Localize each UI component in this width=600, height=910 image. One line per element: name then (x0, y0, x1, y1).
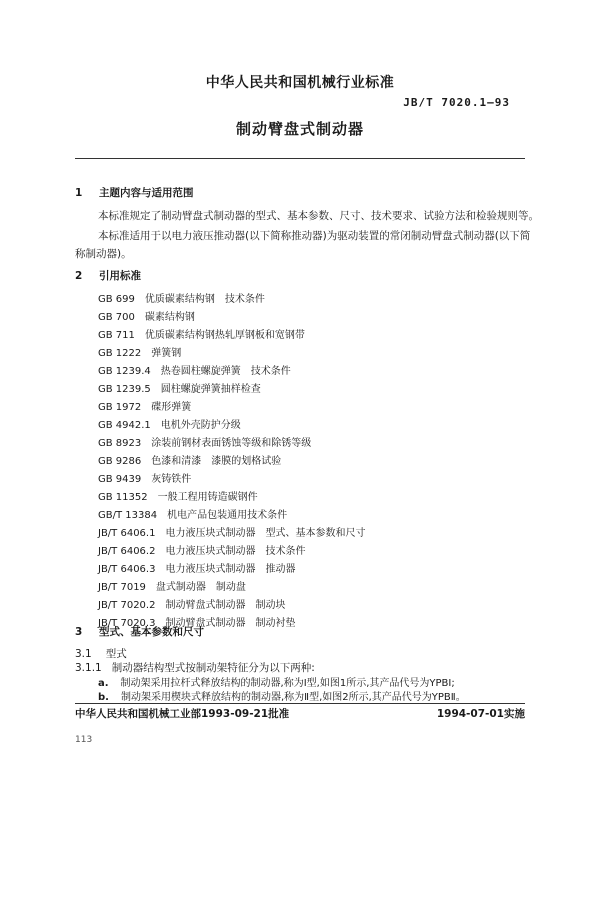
reference-item (98, 596, 285, 611)
footer-divider (75, 703, 525, 704)
reference-code: GB/T 13384 (98, 510, 158, 521)
section-1-para-2-line-2: 称制动器)。 (75, 248, 132, 260)
reference-code: JB/T 7020.2 (98, 600, 156, 611)
reference-item (98, 560, 295, 575)
section-3-title: 型式、基本参数和尺寸 (99, 626, 204, 638)
clause-3-1-1 (75, 660, 315, 675)
reference-code: GB 11352 (98, 492, 148, 503)
section-3-number: 3 (75, 626, 83, 638)
reference-code: GB 1239.5 (98, 384, 151, 395)
reference-name: 制动臂盘式制动器 制动衬垫 (165, 618, 296, 629)
reference-code: GB 1972 (98, 402, 142, 413)
reference-item (98, 542, 305, 557)
standard-number: JB/T 7020.1—93 (403, 96, 510, 109)
reference-code: GB 711 (98, 330, 135, 341)
reference-name: 热卷圆柱螺旋弹簧 技术条件 (160, 366, 291, 377)
section-2-title: 引用标准 (99, 270, 141, 282)
reference-item (98, 380, 261, 395)
reference-code: GB 8923 (98, 438, 142, 449)
reference-code: GB 700 (98, 312, 135, 323)
reference-code: GB 9286 (98, 456, 142, 467)
reference-item (98, 416, 241, 431)
reference-name: 电机外壳防护分级 (160, 420, 241, 431)
reference-code: GB 4942.1 (98, 420, 151, 431)
clause-3-1-1-text: 制动器结构型式按制动架特征分为以下两种: (111, 662, 315, 674)
list-item-b-label: b. (98, 692, 109, 703)
reference-name: 电力液压块式制动器 型式、基本参数和尺寸 (165, 528, 366, 539)
list-item-a-label: a. (98, 678, 109, 689)
section-1-number: 1 (75, 187, 83, 199)
reference-item (98, 470, 191, 485)
reference-name: 电力液压块式制动器 技术条件 (165, 546, 306, 557)
section-1-title: 主题内容与适用范围 (99, 187, 194, 199)
reference-item (98, 524, 365, 539)
reference-name: 盘式制动器 制动盘 (155, 582, 246, 593)
reference-name: 优质碳素结构钢 技术条件 (144, 294, 265, 305)
header-organization: 中华人民共和国机械行业标准 (205, 75, 395, 91)
reference-name: 灰铸铁件 (151, 474, 192, 485)
reference-name: 制动臂盘式制动器 制动块 (165, 600, 286, 611)
reference-item (98, 326, 305, 341)
reference-item (98, 308, 195, 323)
section-3-heading (75, 624, 204, 639)
reference-item (98, 488, 258, 503)
reference-name: 圆柱螺旋弹簧抽样检查 (160, 384, 261, 395)
reference-item (98, 344, 181, 359)
section-2-heading (75, 268, 141, 283)
reference-name: 碟形弹簧 (151, 402, 192, 413)
reference-item (98, 398, 191, 413)
implementation-date: 1994-07-01实施 (436, 708, 525, 720)
section-2-number: 2 (75, 270, 83, 282)
reference-name: 优质碳素结构钢热轧厚钢板和宽钢带 (144, 330, 305, 341)
reference-name: 一般工程用铸造碳钢件 (157, 492, 258, 503)
document-title: 制动臂盘式制动器 (235, 120, 364, 138)
reference-item (98, 506, 287, 521)
reference-code: JB/T 6406.2 (98, 546, 156, 557)
reference-code: JB/T 6406.1 (98, 528, 156, 539)
page-number: 113 (75, 735, 93, 745)
reference-code: JB/T 7020.3 (98, 618, 156, 629)
section-1-heading (75, 185, 194, 200)
subsection-3-1 (75, 646, 127, 661)
reference-code: GB 1239.4 (98, 366, 151, 377)
reference-name: 弹簧钢 (151, 348, 182, 359)
reference-name: 色漆和清漆 漆膜的划格试验 (151, 456, 282, 467)
list-item-b (98, 688, 466, 703)
reference-item (98, 290, 265, 305)
list-item-a-text: 制动架采用拉杆式释放结构的制动器,称为Ⅰ型,如图1所示,其产品代号为YPBⅠ; (120, 678, 455, 689)
reference-name: 碳素结构钢 (144, 312, 195, 323)
section-1-para-2-line-1: 本标准适用于以电力液压推动器(以下简称推动器)为驱动装置的常闭制动臂盘式制动器(以下简 (98, 230, 531, 242)
reference-code: JB/T 7019 (98, 582, 146, 593)
reference-code: GB 699 (98, 294, 135, 305)
reference-code: JB/T 6406.3 (98, 564, 156, 575)
subsection-3-1-number: 3.1 (75, 648, 92, 660)
subsection-3-1-title: 型式 (105, 648, 127, 660)
reference-name: 机电产品包装通用技术条件 (167, 510, 288, 521)
reference-item (98, 362, 291, 377)
reference-item (98, 452, 281, 467)
list-item-b-text: 制动架采用楔块式释放结构的制动器,称为Ⅱ型,如图2所示,其产品代号为YPBⅡ。 (120, 692, 466, 703)
reference-item (98, 434, 311, 449)
clause-3-1-1-number: 3.1.1 (75, 662, 102, 674)
reference-item (98, 578, 246, 593)
reference-code: GB 9439 (98, 474, 142, 485)
reference-name: 电力液压块式制动器 推动器 (165, 564, 296, 575)
title-divider (75, 158, 525, 159)
section-1-para-1: 本标准规定了制动臂盘式制动器的型式、基本参数、尺寸、技术要求、试验方法和检验规则等。 (98, 210, 539, 222)
reference-name: 涂装前钢材表面锈蚀等级和除锈等级 (151, 438, 312, 449)
approval-line: 中华人民共和国机械工业部1993-09-21批准 (75, 708, 290, 720)
list-item-a (98, 674, 455, 689)
reference-code: GB 1222 (98, 348, 142, 359)
